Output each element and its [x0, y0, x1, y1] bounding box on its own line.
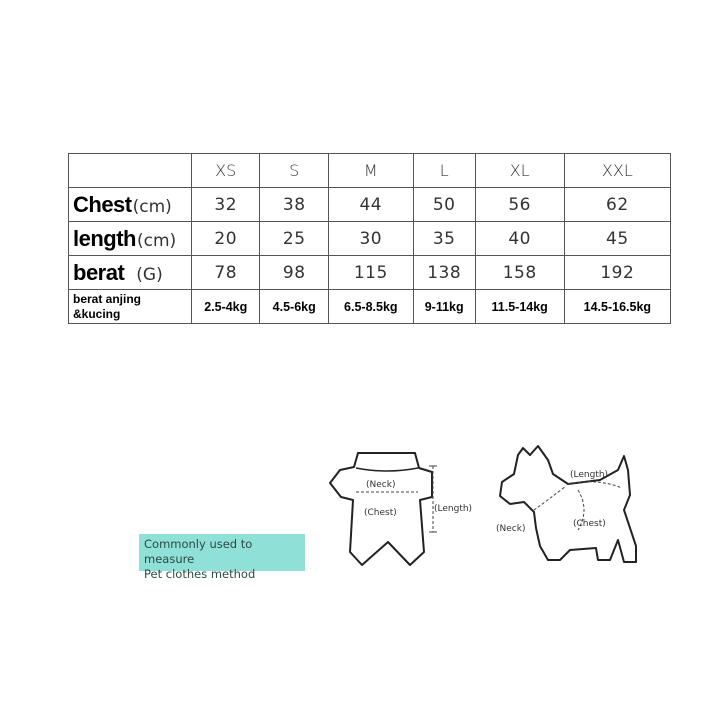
table-cell: 14.5-16.5kg	[564, 290, 670, 324]
dog-neck-line	[534, 486, 566, 510]
size-header-m: M	[328, 154, 413, 188]
note-line-2: Pet clothes method	[144, 567, 256, 581]
table-cell: 35	[413, 222, 475, 256]
table-cell: 25	[260, 222, 328, 256]
row-unit-text: (cm)	[132, 196, 172, 217]
size-header-xxl: XXL	[564, 154, 670, 188]
table-cell: 45	[564, 222, 670, 256]
note-line-1: Commonly used to measure	[144, 537, 253, 566]
table-cell: 9-11kg	[413, 290, 475, 324]
row-label-line: berat anjing	[73, 291, 142, 306]
size-header-s: S	[260, 154, 328, 188]
table-cell: 2.5-4kg	[192, 290, 260, 324]
table-cell: 62	[564, 188, 670, 222]
size-header-xl: XL	[475, 154, 564, 188]
clothes-diagram	[330, 453, 472, 565]
table-cell: 6.5-8.5kg	[328, 290, 413, 324]
clothes-length-label: (Length)	[434, 504, 473, 514]
row-label-text: length	[73, 225, 136, 251]
dog-diagram	[496, 446, 636, 562]
dog-length-label: (Length)	[570, 470, 609, 480]
clothes-chest-label: (Chest)	[364, 508, 397, 518]
table-cell: 50	[413, 188, 475, 222]
row-label-text: Chest	[73, 191, 132, 217]
row-unit-text: (G)	[136, 264, 163, 285]
table-cell: 138	[413, 256, 475, 290]
dog-chest-label: (Chest)	[573, 519, 606, 529]
row-label-text: berat	[73, 259, 125, 285]
table-cell: 158	[475, 256, 564, 290]
table-cell: 40	[475, 222, 564, 256]
table-cell: 44	[328, 188, 413, 222]
size-header-xs: XS	[192, 154, 260, 188]
dog-neck-label: (Neck)	[496, 524, 526, 534]
table-cell: 98	[260, 256, 328, 290]
clothes-collar-line	[356, 468, 418, 471]
row-label-line: &kucing	[73, 306, 121, 321]
table-cell: 11.5-14kg	[475, 290, 564, 324]
table-cell: 32	[192, 188, 260, 222]
row-unit-text: (cm)	[137, 230, 177, 251]
clothes-neck-label: (Neck)	[366, 480, 396, 490]
table-cell: 56	[475, 188, 564, 222]
table-cell: 4.5-6kg	[260, 290, 328, 324]
size-header-l: L	[413, 154, 475, 188]
table-cell: 30	[328, 222, 413, 256]
table-cell: 115	[328, 256, 413, 290]
table-cell: 78	[192, 256, 260, 290]
table-cell: 192	[564, 256, 670, 290]
table-cell: 38	[260, 188, 328, 222]
dog-outline	[500, 446, 636, 562]
table-cell: 20	[192, 222, 260, 256]
